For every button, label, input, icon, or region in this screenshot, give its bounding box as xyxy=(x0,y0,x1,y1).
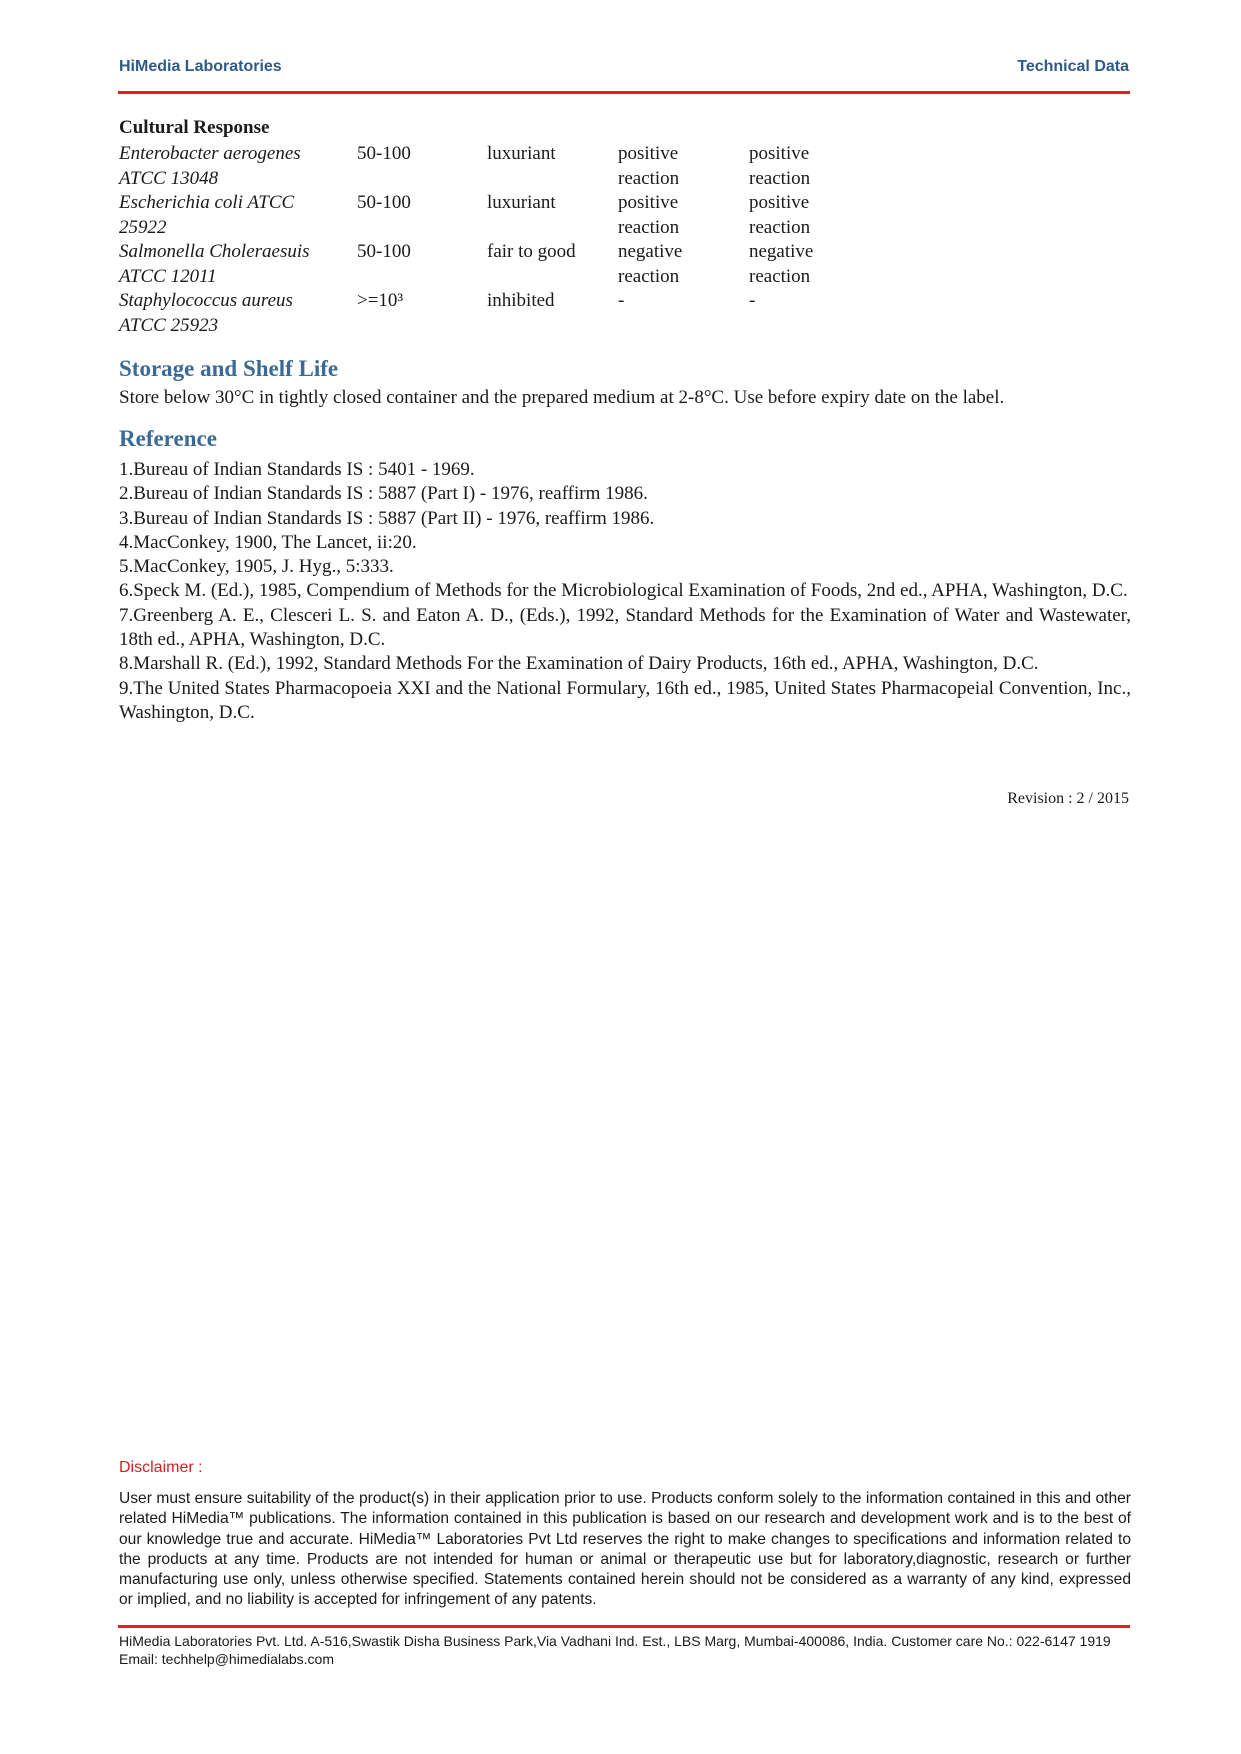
disclaimer-title: Disclaimer : xyxy=(119,1459,203,1476)
list-item: 9.The United States Pharmacopoeia XXI and the National Formulary, 16th ed., 1985, United States Pharmacopeial Convention, Inc., Washington, D.C. xyxy=(119,677,1131,723)
lactose-cell: positive reaction xyxy=(618,192,680,238)
lactose-cell: negative reaction xyxy=(618,241,683,287)
list-item: 4.MacConkey, 1900, The Lancet, ii:20. xyxy=(119,531,417,553)
inoculum-cell: 50-100 xyxy=(357,143,411,164)
disclaimer-text: User must ensure suitability of the product(s) in their application prior to use. Products conform solely to the information contained in this and other related HiMedia™ publications. The information contained in this publication is based on our research and development work and is to the best of our knowledge true and accurate. HiMedia™ Laboratories Pvt Ltd reserves the right to make changes to specifications and information related to the products at any time. Products are not intended for human or animal or therapeutic use but for laboratory,diagnostic, research or further manufacturing use only, unless otherwise specified. Statements contained herein should not be considered as a warranty of any kind, expressed or implied, and no liability is accepted for infringement of any patents. xyxy=(119,1490,1131,1609)
growth-cell: inhibited xyxy=(487,290,555,311)
table-row xyxy=(119,240,879,288)
footer-divider xyxy=(118,1625,1130,1628)
header-divider xyxy=(118,91,1130,94)
list-item: 8.Marshall R. (Ed.), 1992, Standard Methods For the Examination of Dairy Products, 16th ed., APHA, Washington, D.C. xyxy=(119,653,1039,675)
table-row xyxy=(119,289,879,337)
inoculum-cell: 50-100 xyxy=(357,192,411,213)
organism-cell: Staphylococcus aureus ATCC 25923 xyxy=(119,290,293,336)
reference-list xyxy=(119,458,1131,725)
inoculum-cell: 50-100 xyxy=(357,241,411,262)
h2s-cell: positive reaction xyxy=(749,192,811,238)
h2s-cell: negative reaction xyxy=(749,241,814,287)
lactose-cell: - xyxy=(618,290,625,311)
cultural-response-title: Cultural Response xyxy=(119,117,270,138)
growth-cell: luxuriant xyxy=(487,192,556,213)
list-item: 7.Greenberg A. E., Clesceri L. S. and Eaton A. D., (Eds.), 1992, Standard Methods for the Examination of Water and Wastewater, 18th ed., APHA, Washington, D.C. xyxy=(119,604,1131,651)
organism-cell: Enterobacter aerogenes ATCC 13048 xyxy=(119,143,301,189)
list-item: 1.Bureau of Indian Standards IS : 5401 - 1969. xyxy=(119,459,475,480)
reference-title: Reference xyxy=(119,426,217,451)
list-item: 3.Bureau of Indian Standards IS : 5887 (Part II) - 1976, reaffirm 1986. xyxy=(119,507,655,529)
table-row xyxy=(119,191,879,239)
organism-cell: Escherichia coli ATCC 25922 xyxy=(119,192,295,238)
growth-cell: fair to good xyxy=(487,241,576,262)
list-item: 2.Bureau of Indian Standards IS : 5887 (Part I) - 1976, reaffirm 1986. xyxy=(119,483,648,505)
table-row xyxy=(119,142,879,190)
h2s-cell: positive reaction xyxy=(749,143,811,189)
list-item: 5.MacConkey, 1905, J. Hyg., 5:333. xyxy=(119,556,394,578)
list-item: 6.Speck M. (Ed.), 1985, Compendium of Methods for the Microbiological Examination of Foods, 2nd ed., APHA, Washington, D.C. xyxy=(119,580,1128,602)
header-doc-type: Technical Data xyxy=(1017,58,1129,75)
lactose-cell: positive reaction xyxy=(618,143,680,189)
header-company: HiMedia Laboratories xyxy=(119,58,282,75)
storage-text: Store below 30°C in tightly closed container and the prepared medium at 2-8°C. Use before expiry date on the label. xyxy=(119,387,1005,408)
organism-cell: Salmonella Choleraesuis ATCC 12011 xyxy=(119,241,310,287)
footer-address: HiMedia Laboratories Pvt. Ltd. A-516,Swastik Disha Business Park,Via Vadhani Ind. Est., LBS Marg, Mumbai-400086, India. Customer care No.: 022-6147 1919 Email: techhelp@himedialabs.com xyxy=(119,1633,1111,1667)
storage-title: Storage and Shelf Life xyxy=(119,356,339,381)
inoculum-cell: >=10³ xyxy=(357,290,404,311)
h2s-cell: - xyxy=(749,290,756,311)
growth-cell: luxuriant xyxy=(487,143,556,164)
revision-label: Revision : 2 / 2015 xyxy=(1007,790,1129,807)
